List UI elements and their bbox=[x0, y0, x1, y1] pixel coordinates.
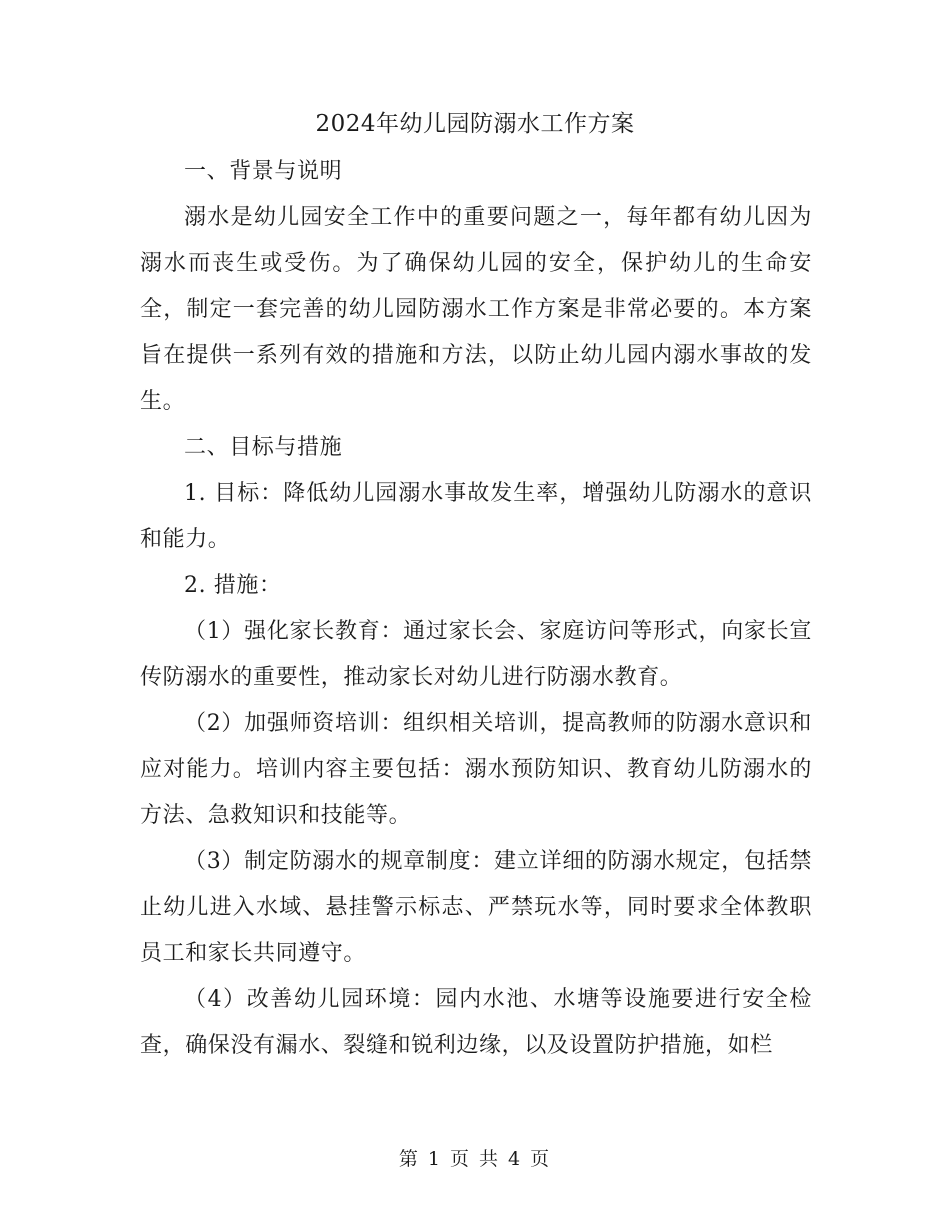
paragraph-measures: 2. 措施： bbox=[184, 573, 282, 598]
paragraph-measure-2: （2）加强师资培训：组织相关培训，提高教师的防溺水意识和应对能力。培训内容主要包括：溺水预防知识、教育幼儿防溺水的方法、急救知识和技能等。 bbox=[140, 711, 812, 828]
paragraph-goal: 1. 目标：降低幼儿园溺水事故发生率，增强幼儿防溺水的意识和能力。 bbox=[140, 481, 812, 552]
paragraph-measure-3: （3）制定防溺水的规章制度：建立详细的防溺水规定，包括禁止幼儿进入水域、悬挂警示标志、严禁玩水等，同时要求全体教职员工和家长共同遵守。 bbox=[140, 849, 812, 966]
section-heading-background: 一、背景与说明 bbox=[184, 159, 343, 184]
document-body bbox=[140, 149, 812, 1069]
document-title: 2024年幼儿园防溺水工作方案 bbox=[315, 111, 635, 137]
page-footer: 第 1 页 共 4 页 bbox=[398, 1148, 552, 1170]
paragraph-measure-1: （1）强化家长教育：通过家长会、家庭访问等形式，向家长宣传防溺水的重要性，推动家长对幼儿进行防溺水教育。 bbox=[140, 619, 812, 690]
paragraph-background: 溺水是幼儿园安全工作中的重要问题之一，每年都有幼儿因为溺水而丧生或受伤。为了确保幼儿园的安全，保护幼儿的生命安全，制定一套完善的幼儿园防溺水工作方案是非常必要的。本方案旨在提供一系列有效的措施和方法，以防止幼儿园内溺水事故的发生。 bbox=[140, 205, 812, 414]
section-heading-goals: 二、目标与措施 bbox=[184, 435, 343, 460]
paragraph-measure-4: （4）改善幼儿园环境：园内水池、水塘等设施要进行安全检查，确保没有漏水、裂缝和锐利边缘，以及设置防护措施，如栏 bbox=[140, 987, 812, 1058]
